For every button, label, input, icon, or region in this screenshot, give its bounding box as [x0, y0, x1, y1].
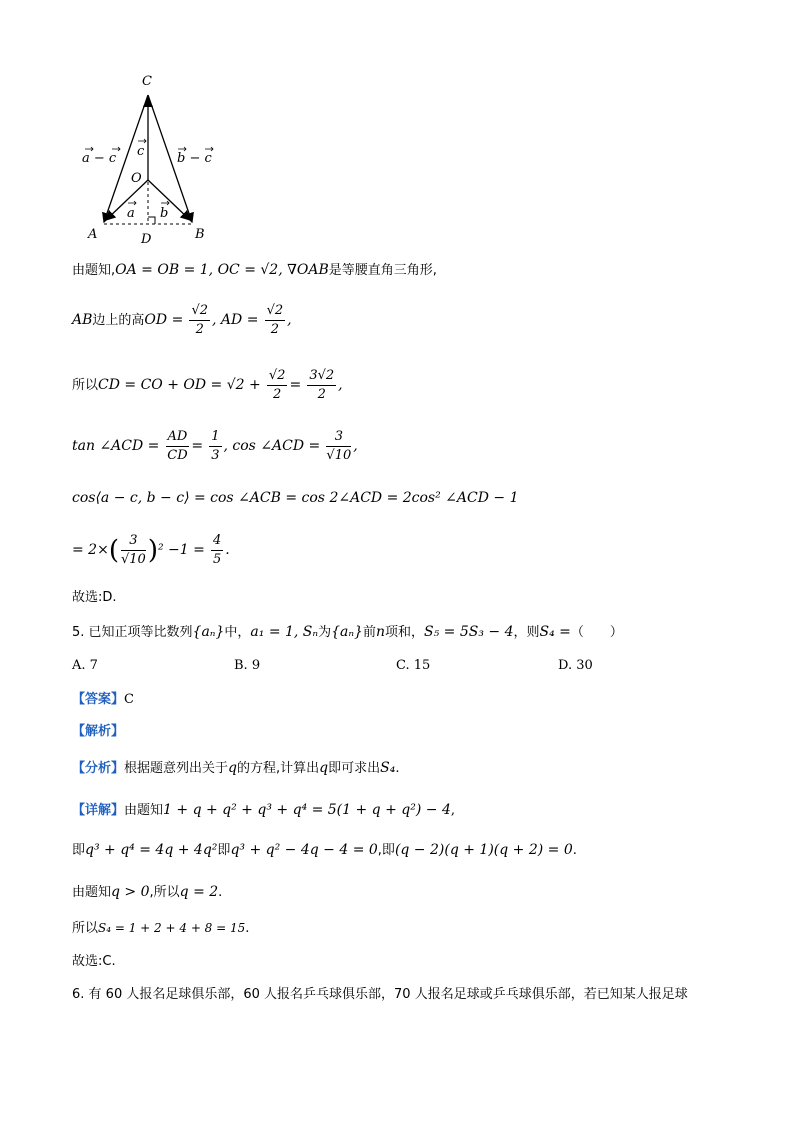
- math: , cos ∠ACD =: [223, 438, 321, 454]
- math: =: [289, 377, 302, 393]
- solution-line-1: [72, 260, 437, 281]
- label-a: A: [88, 227, 98, 242]
- derivation-line-2: [72, 840, 577, 861]
- solution-line-5: [72, 488, 519, 509]
- math: 1 + q + q² + q³ + q⁴ = 5(1 + q + q²) − 4: [163, 802, 451, 818]
- denominator: 2: [273, 387, 282, 402]
- text: 即可求出: [328, 761, 381, 776]
- math: = 2×: [72, 542, 109, 558]
- numerator: √2: [267, 367, 288, 386]
- text: ，则: [513, 625, 540, 640]
- denominator: 2: [270, 322, 279, 337]
- label-a-vec: a: [127, 206, 135, 221]
- fraction: [307, 367, 336, 404]
- text: 为: [318, 625, 332, 640]
- answer-tag: 【答案】: [72, 692, 125, 707]
- numerator: 1: [209, 428, 221, 447]
- text: 前: [362, 625, 376, 640]
- text: .: [218, 885, 223, 900]
- math: , AD =: [212, 312, 259, 328]
- option-a[interactable]: A. 7: [72, 658, 98, 673]
- label-b: B: [195, 227, 205, 242]
- question-6-stem: 6. 有 60 人报名足球俱乐部，60 人报名乒乓球俱乐部，70 人报名足球或乒乓球俱乐部，若已知某人报足球: [72, 987, 688, 1002]
- solution-line-4: [72, 428, 358, 465]
- math: CD = CO + OD = √2 +: [98, 377, 261, 393]
- solution-line-6: = 2×( $\frac{3}{√10}$ )² −1 = $\frac{4}{5}$ .: [72, 533, 230, 567]
- solution-line-2: [72, 302, 292, 339]
- numerator: 3: [121, 532, 146, 551]
- denominator: √10: [120, 552, 146, 567]
- xiangjie-line: [72, 800, 455, 821]
- text: 项和，: [384, 625, 424, 640]
- option-c[interactable]: C. 15: [396, 658, 431, 673]
- fraction: [265, 302, 286, 339]
- answer-value: C: [124, 692, 134, 707]
- math: AB: [72, 312, 93, 328]
- label-c-vec: c: [137, 144, 145, 159]
- solution-line-3: [72, 367, 343, 404]
- math: q³ + q² − 4q − 4 = 0: [230, 842, 378, 858]
- derivation-line-3: [72, 882, 222, 903]
- right-angle-marker: [148, 217, 155, 224]
- math: S₄ = 1 + 2 + 4 + 8 = 15: [98, 921, 246, 935]
- vector-triangle-figure: [0, 0, 794, 250]
- option-d[interactable]: D. 30: [558, 658, 593, 673]
- label-b-vec: b: [160, 206, 169, 221]
- label-d: D: [141, 232, 152, 247]
- numerator: 3: [326, 428, 351, 447]
- denominator: CD: [167, 448, 188, 463]
- math: ,: [338, 377, 343, 393]
- label-a-minus-c: a − c: [82, 151, 117, 166]
- label-b-minus-c: b − c: [177, 151, 212, 166]
- text: ,所以: [149, 885, 180, 900]
- math: q = 2: [179, 884, 219, 900]
- analysis-label: 【解析】: [72, 724, 125, 739]
- math: ,: [287, 312, 292, 328]
- fraction: [267, 367, 288, 404]
- numerator: AD: [166, 428, 190, 447]
- math: ,: [353, 438, 358, 454]
- math: {aₙ}: [331, 624, 363, 640]
- fraction: [121, 532, 146, 569]
- numerator: √2: [189, 302, 210, 321]
- math: n: [375, 624, 385, 640]
- text: 5. 已知正项等比数列: [72, 625, 193, 640]
- text: 由题知: [72, 885, 112, 900]
- text: 所以: [72, 378, 99, 393]
- text: （ ）: [570, 625, 623, 640]
- fenxi-tag: 【分析】: [72, 761, 125, 776]
- numerator: √2: [265, 302, 286, 321]
- text: 是等腰直角三角形,: [328, 263, 437, 278]
- denominator: 3: [211, 448, 220, 463]
- math: ² −1 =: [157, 542, 205, 558]
- xiangjie-tag: 【详解】: [72, 803, 125, 818]
- text: 由题知: [124, 803, 164, 818]
- fraction: [209, 428, 221, 465]
- text: 的方程,计算出: [237, 761, 320, 776]
- math: S₄ =: [539, 624, 571, 640]
- math: OD =: [144, 312, 184, 328]
- math: S₄: [380, 760, 396, 776]
- option-b[interactable]: B. 9: [234, 658, 261, 673]
- text: 边上的高: [92, 313, 145, 328]
- analysis-tag: [72, 722, 124, 742]
- answer-line: [72, 690, 134, 710]
- fraction: [326, 428, 351, 465]
- text: 即: [72, 843, 86, 858]
- math: tan ∠ACD =: [72, 438, 160, 454]
- solution-choose: 故选:D.: [72, 590, 117, 605]
- math: q: [228, 760, 237, 776]
- math: OA = OB = 1, OC = √2, ∇OAB: [115, 262, 329, 278]
- math: q³ + q⁴ = 4q + 4q²: [85, 842, 218, 858]
- math: {aₙ}: [192, 624, 225, 640]
- numerator: 4: [211, 532, 223, 551]
- derivation-line-4: [72, 918, 249, 939]
- denominator: 5: [213, 552, 222, 567]
- text: 即: [217, 843, 231, 858]
- math: S₅ = 5S₃ − 4: [424, 624, 514, 640]
- numerator: 3√2: [307, 367, 336, 386]
- text: ,即: [377, 843, 395, 858]
- fraction: [166, 428, 190, 465]
- text: 所以: [72, 921, 99, 936]
- denominator: 2: [195, 322, 204, 337]
- math: a₁ = 1, Sₙ: [250, 624, 319, 640]
- denominator: 2: [317, 387, 326, 402]
- fraction: [189, 302, 210, 339]
- math: (q − 2)(q + 1)(q + 2) = 0: [394, 842, 573, 858]
- fenxi-line: [72, 758, 399, 779]
- text: 根据题意列出关于: [124, 761, 229, 776]
- math: .: [225, 542, 230, 558]
- denominator: √10: [326, 448, 352, 463]
- q5-choose: 故选:C.: [72, 954, 116, 969]
- text: .: [572, 843, 577, 858]
- text: .: [245, 921, 250, 936]
- text: 中，: [224, 625, 251, 640]
- question-5-stem: [72, 622, 623, 643]
- math: q: [319, 760, 329, 776]
- text: 由题知,: [72, 263, 116, 278]
- text: ,: [450, 803, 455, 818]
- label-o: O: [131, 171, 142, 186]
- math: =: [191, 438, 204, 454]
- math: cos⟨a − c, b − c⟩ = cos ∠ACB = cos 2∠ACD = 2cos² ∠ACD − 1: [72, 490, 519, 506]
- label-c: C: [142, 74, 152, 89]
- math: q > 0: [111, 884, 150, 900]
- text: .: [395, 761, 400, 776]
- fraction: [211, 532, 223, 569]
